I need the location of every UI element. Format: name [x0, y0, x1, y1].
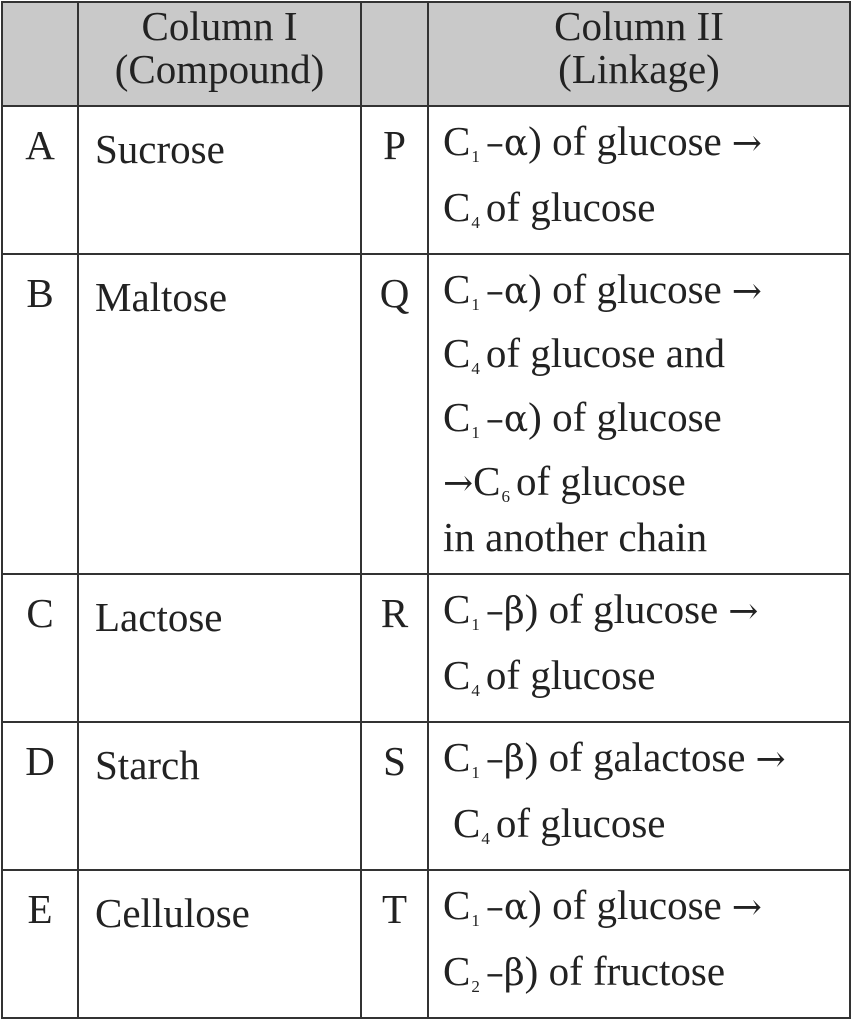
table-row [2, 574, 850, 722]
linkage-description [428, 106, 850, 254]
table-row [2, 722, 850, 870]
linkage-line: $C_2$ –β) of fructose [443, 948, 726, 996]
match-table [1, 1, 851, 1019]
header-row [2, 2, 850, 106]
linkage-description [428, 574, 850, 722]
row-letter: D [2, 722, 78, 870]
linkage-code: R [361, 574, 428, 722]
linkage-code: Q [361, 254, 428, 574]
linkage-line: $C_1$ –α) of glucose → [443, 118, 762, 166]
header-blank-1 [2, 2, 78, 106]
linkage-description [428, 722, 850, 870]
linkage-description [428, 254, 850, 574]
linkage-line: $C_4$ of glucose and [443, 330, 725, 378]
row-letter: C [2, 574, 78, 722]
linkage-line: $C_1$ –β) of glucose → [443, 586, 759, 634]
header-column-1-title: Column I [141, 3, 298, 49]
linkage-code: S [361, 722, 428, 870]
header-column-2 [428, 2, 850, 106]
compound-name: Starch [78, 722, 361, 870]
compound-name: Maltose [78, 254, 361, 574]
linkage-line: $C_1$ –β) of galactose → [443, 734, 786, 782]
compound-name: Cellulose [78, 870, 361, 1018]
table-row [2, 870, 850, 1018]
table-row [2, 254, 850, 574]
header-column-1-subtitle: (Compound) [114, 46, 325, 93]
linkage-line: $C_1$ –α) of glucose [443, 394, 722, 442]
linkage-description [428, 870, 850, 1018]
row-letter: E [2, 870, 78, 1018]
linkage-line: in another chain [443, 514, 708, 560]
table-row [2, 106, 850, 254]
linkage-code: P [361, 106, 428, 254]
row-letter: A [2, 106, 78, 254]
linkage-line: $C_1$ –α) of glucose → [443, 882, 762, 930]
row-letter: B [2, 254, 78, 574]
compound-name: Sucrose [78, 106, 361, 254]
header-blank-2 [361, 2, 428, 106]
linkage-line: $C_4$ of glucose [443, 652, 656, 700]
linkage-line: $C_4$ of glucose [443, 184, 656, 232]
linkage-line: $\to C_6$ of glucose [443, 458, 686, 506]
header-column-2-title: Column II [554, 3, 724, 49]
header-column-2-subtitle: (Linkage) [558, 46, 720, 93]
linkage-line: $C_1$ –α) of glucose → [443, 266, 762, 314]
linkage-line: $C_4$ of glucose [453, 800, 666, 848]
compound-name: Lactose [78, 574, 361, 722]
header-column-1 [78, 2, 361, 106]
linkage-code: T [361, 870, 428, 1018]
